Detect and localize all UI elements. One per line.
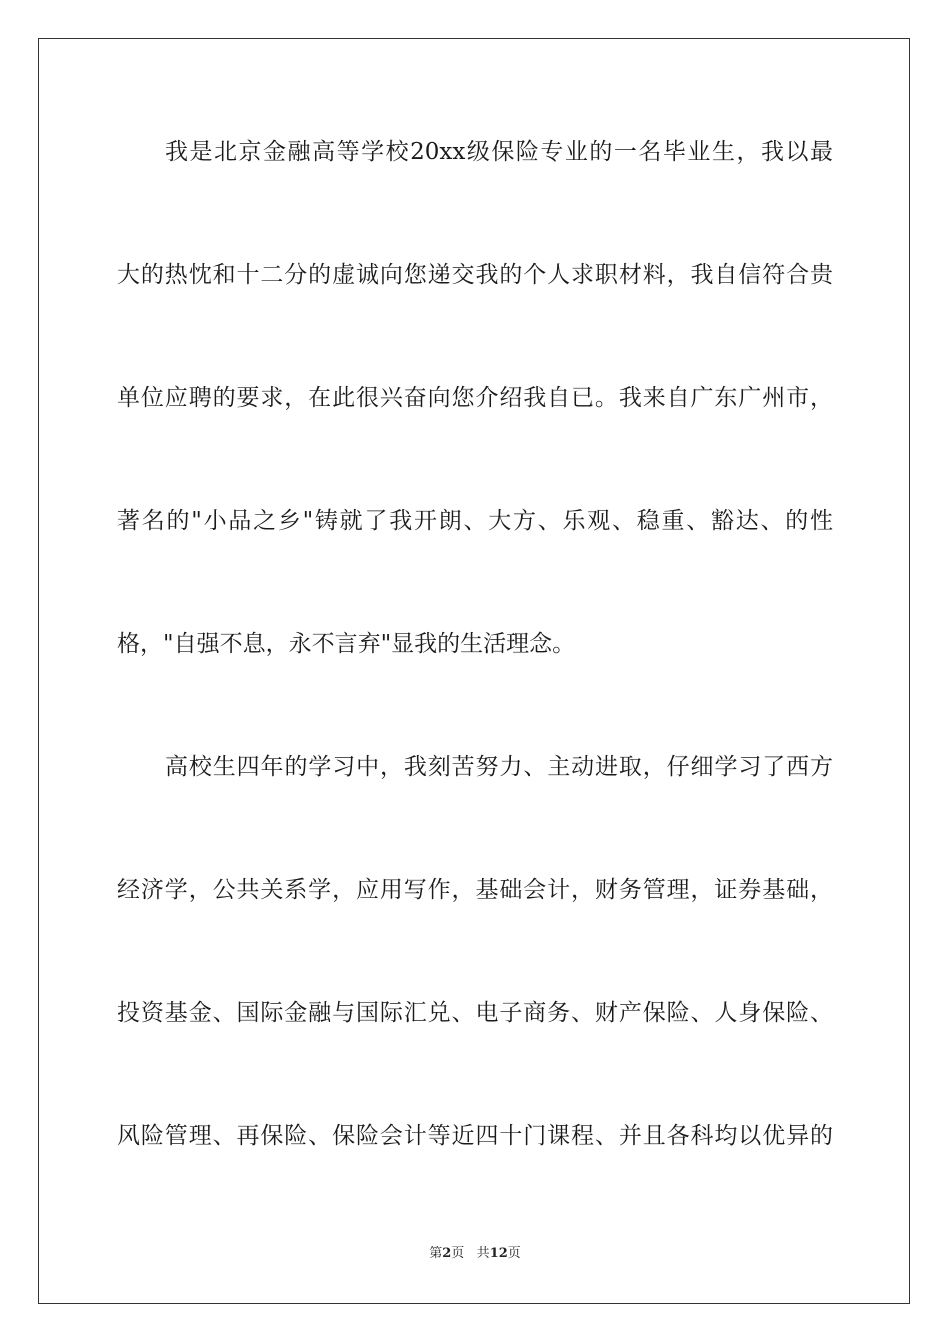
paragraph-2-line-2: 经济学，公共关系学，应用写作，基础会计，财务管理，证券基础， (117, 877, 833, 903)
page-border (38, 38, 910, 1304)
paragraph-2-line-3: 投资基金、国际金融与国际汇兑、电子商务、财产保险、人身保险、 (117, 1000, 833, 1026)
paragraph-1-line-5: 格，"自强不息，永不言弃"显我的生活理念。 (117, 631, 576, 657)
total-pages: 12 (489, 1246, 508, 1261)
paragraph-1-line-3: 单位应聘的要求，在此很兴奋向您介绍我自已。我来自广东广州市， (117, 385, 833, 411)
page-suffix: 页 (451, 1246, 465, 1261)
paragraph-1-line-4: 著名的"小品之乡"铸就了我开朗、大方、乐观、稳重、豁达、的性 (117, 508, 833, 534)
page-footer (0, 1245, 950, 1263)
paragraph-1-line-2: 大的热忱和十二分的虚诚向您递交我的个人求职材料，我自信符合贵 (117, 262, 833, 288)
page-prefix: 第 (429, 1246, 443, 1261)
paragraph-2-line-1: 高校生四年的学习中，我刻苦努力、主动进取，仔细学习了西方 (165, 754, 833, 780)
paragraph-1-line-1: 我是北京金融高等学校20xx级保险专业的一名毕业生，我以最 (165, 139, 833, 165)
paragraph-2-line-4: 风险管理、再保险、保险会计等近四十门课程、并且各科均以优异的 (117, 1123, 833, 1149)
page-number: 2 (442, 1246, 452, 1261)
total-suffix: 页 (507, 1246, 521, 1261)
total-prefix: 共 (476, 1246, 490, 1261)
